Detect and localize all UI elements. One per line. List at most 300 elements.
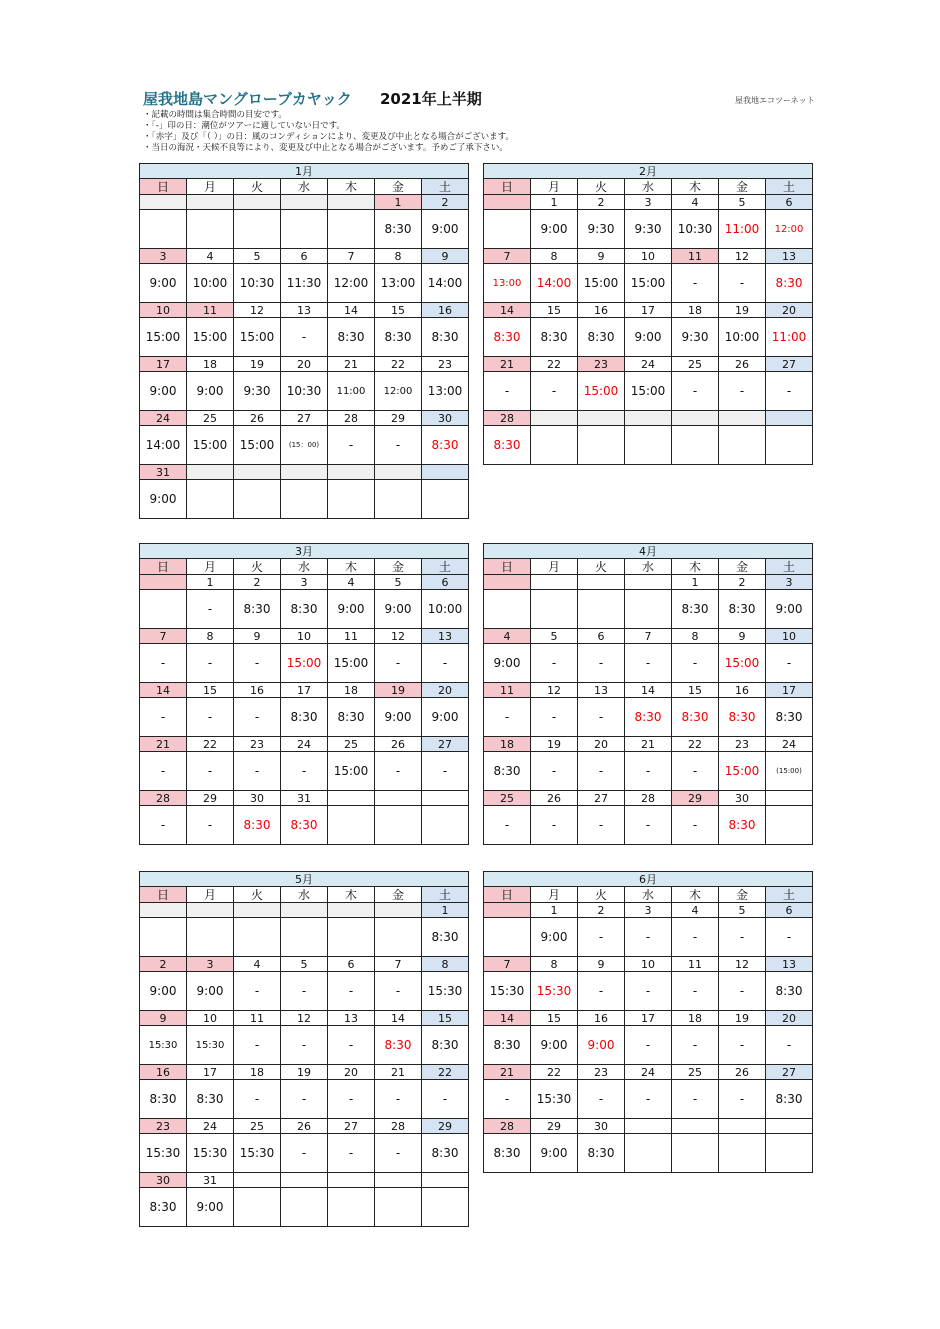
tour-time: 8:30 (422, 1134, 469, 1173)
tour-time (281, 918, 328, 957)
tour-time: - (625, 1080, 672, 1119)
day-number: 23 (234, 737, 281, 752)
day-number: 9 (140, 1011, 187, 1026)
day-number: 25 (234, 1119, 281, 1134)
month-title: 2月 (484, 164, 813, 179)
tour-time (422, 1188, 469, 1227)
day-number: 9 (234, 629, 281, 644)
tour-time (625, 1134, 672, 1173)
calendar-march (139, 543, 469, 845)
day-number (531, 411, 578, 426)
day-number: 27 (281, 411, 328, 426)
weekday-header: 水 (281, 887, 328, 903)
tour-time: (15:00) (766, 752, 813, 791)
day-number: 9 (719, 629, 766, 644)
tour-time: - (672, 644, 719, 683)
calendar-january (139, 163, 469, 519)
day-number: 6 (766, 195, 813, 210)
tour-time: - (531, 752, 578, 791)
tour-time: 9:00 (375, 698, 422, 737)
day-number: 10 (625, 957, 672, 972)
day-number: 16 (422, 303, 469, 318)
tour-time: 8:30 (422, 918, 469, 957)
day-number: 3 (625, 195, 672, 210)
tour-time: - (625, 806, 672, 845)
tour-time (531, 426, 578, 465)
day-number: 24 (140, 411, 187, 426)
day-number (234, 1173, 281, 1188)
day-number (328, 1173, 375, 1188)
tour-time: - (531, 644, 578, 683)
day-number: 28 (625, 791, 672, 806)
day-number: 27 (766, 357, 813, 372)
day-number: 8 (187, 629, 234, 644)
day-number: 15 (531, 303, 578, 318)
tour-time: 8:30 (234, 590, 281, 629)
tour-time (187, 918, 234, 957)
weekday-header: 木 (328, 559, 375, 575)
tour-time (531, 590, 578, 629)
tour-time: - (234, 752, 281, 791)
day-number: 11 (328, 629, 375, 644)
note-2: ・「-」印の日：潮位がツアーに適していない日です。 (143, 121, 345, 131)
tour-time (375, 1188, 422, 1227)
day-number: 9 (578, 249, 625, 264)
day-number (766, 791, 813, 806)
tour-time: - (187, 590, 234, 629)
day-number: 26 (719, 357, 766, 372)
tour-time: - (281, 318, 328, 357)
day-number: 6 (281, 249, 328, 264)
day-number (578, 411, 625, 426)
tour-time: - (672, 372, 719, 411)
day-number (719, 1119, 766, 1134)
tour-time: - (672, 1080, 719, 1119)
tour-time: 8:30 (281, 806, 328, 845)
day-number (328, 903, 375, 918)
tour-time: 9:00 (531, 1134, 578, 1173)
note-3: ・「赤字」及び「（ ）」の日：風のコンディションにより、変更及び中止となる場合がございます。 (143, 132, 514, 142)
tour-time: 10:00 (719, 318, 766, 357)
tour-time (625, 590, 672, 629)
tour-time: - (625, 918, 672, 957)
weekday-header: 日 (140, 179, 187, 195)
weekday-header: 水 (625, 887, 672, 903)
day-number: 1 (672, 575, 719, 590)
day-number: 8 (531, 957, 578, 972)
tour-time: - (375, 426, 422, 465)
day-number: 2 (234, 575, 281, 590)
tour-time (140, 590, 187, 629)
day-number (328, 195, 375, 210)
tour-time: - (719, 1026, 766, 1065)
day-number: 19 (375, 683, 422, 698)
day-number: 13 (422, 629, 469, 644)
weekday-header: 水 (625, 179, 672, 195)
tour-time (234, 480, 281, 519)
day-number: 4 (484, 629, 531, 644)
tour-time: - (375, 752, 422, 791)
tour-time: 15:00 (328, 644, 375, 683)
tour-time: - (328, 1080, 375, 1119)
day-number: 2 (578, 903, 625, 918)
day-number: 1 (422, 903, 469, 918)
tour-time (484, 918, 531, 957)
weekday-header: 土 (766, 887, 813, 903)
tour-time: - (719, 1080, 766, 1119)
day-number: 31 (140, 465, 187, 480)
day-number (484, 575, 531, 590)
weekday-header: 月 (531, 559, 578, 575)
tour-time: - (766, 918, 813, 957)
day-number: 22 (531, 357, 578, 372)
note-1: ・記載の時間は集合時間の目安です。 (143, 110, 287, 120)
tour-time: 9:30 (625, 210, 672, 249)
tour-time: 8:30 (766, 698, 813, 737)
day-number: 6 (422, 575, 469, 590)
tour-time: 15:00 (234, 426, 281, 465)
tour-time: 9:30 (672, 318, 719, 357)
day-number: 2 (422, 195, 469, 210)
day-number: 16 (578, 303, 625, 318)
day-number: 6 (578, 629, 625, 644)
tour-time (375, 480, 422, 519)
day-number: 13 (766, 957, 813, 972)
weekday-header: 火 (578, 559, 625, 575)
tour-time: 9:00 (422, 698, 469, 737)
day-number (531, 575, 578, 590)
day-number: 25 (484, 791, 531, 806)
tour-time: - (281, 972, 328, 1011)
day-number: 4 (672, 903, 719, 918)
day-number (375, 903, 422, 918)
tour-time: - (625, 752, 672, 791)
tour-time: 13:00 (375, 264, 422, 303)
day-number: 7 (375, 957, 422, 972)
day-number: 16 (140, 1065, 187, 1080)
tour-time: 8:30 (625, 698, 672, 737)
day-number: 27 (578, 791, 625, 806)
day-number (422, 1173, 469, 1188)
month-title: 1月 (140, 164, 469, 179)
day-number: 19 (719, 1011, 766, 1026)
tour-time: 11:30 (281, 264, 328, 303)
day-number: 29 (531, 1119, 578, 1134)
tour-time: 8:30 (719, 698, 766, 737)
tour-time (422, 806, 469, 845)
day-number: 28 (328, 411, 375, 426)
tour-time: - (484, 698, 531, 737)
day-number: 22 (187, 737, 234, 752)
tour-time: 9:00 (625, 318, 672, 357)
tour-time: - (672, 918, 719, 957)
weekday-header: 火 (234, 559, 281, 575)
day-number: 31 (187, 1173, 234, 1188)
day-number: 7 (484, 249, 531, 264)
tour-time (140, 210, 187, 249)
tour-time: 15:00 (187, 426, 234, 465)
calendar-may (139, 871, 469, 1227)
weekday-header: 金 (375, 887, 422, 903)
weekday-header: 土 (766, 179, 813, 195)
calendar-june (483, 871, 813, 1173)
day-number: 30 (140, 1173, 187, 1188)
day-number: 26 (281, 1119, 328, 1134)
weekday-header: 木 (672, 559, 719, 575)
day-number: 30 (719, 791, 766, 806)
tour-time: - (484, 372, 531, 411)
tour-time: 9:00 (578, 1026, 625, 1065)
tour-time (375, 806, 422, 845)
day-number: 25 (187, 411, 234, 426)
tour-time: - (140, 644, 187, 683)
tour-time (328, 918, 375, 957)
day-number: 22 (672, 737, 719, 752)
day-number: 2 (719, 575, 766, 590)
tour-time: - (578, 644, 625, 683)
day-number: 18 (187, 357, 234, 372)
day-number: 22 (422, 1065, 469, 1080)
tour-time (328, 210, 375, 249)
day-number: 14 (484, 303, 531, 318)
day-number: 27 (328, 1119, 375, 1134)
day-number: 22 (375, 357, 422, 372)
tour-time: - (766, 1026, 813, 1065)
tour-time: 8:30 (766, 264, 813, 303)
tour-time (187, 210, 234, 249)
day-number: 28 (375, 1119, 422, 1134)
day-number: 8 (422, 957, 469, 972)
day-number: 20 (766, 303, 813, 318)
tour-time: 9:30 (578, 210, 625, 249)
day-number: 27 (422, 737, 469, 752)
day-number: 30 (578, 1119, 625, 1134)
tour-time: - (719, 918, 766, 957)
tour-time: - (328, 972, 375, 1011)
day-number: 14 (140, 683, 187, 698)
day-number: 26 (531, 791, 578, 806)
day-number: 13 (578, 683, 625, 698)
weekday-header: 金 (375, 179, 422, 195)
tour-time: 9:00 (531, 918, 578, 957)
tour-time: 8:30 (328, 318, 375, 357)
tour-time: - (422, 752, 469, 791)
weekday-header: 土 (422, 179, 469, 195)
tour-time: 9:30 (234, 372, 281, 411)
tour-time: - (187, 644, 234, 683)
day-number (187, 465, 234, 480)
day-number: 5 (719, 195, 766, 210)
tour-time (766, 426, 813, 465)
tour-time: - (672, 806, 719, 845)
tour-time: - (140, 806, 187, 845)
day-number: 12 (531, 683, 578, 698)
day-number (281, 1173, 328, 1188)
day-number: 24 (625, 1065, 672, 1080)
day-number: 30 (422, 411, 469, 426)
day-number: 7 (484, 957, 531, 972)
day-number: 4 (187, 249, 234, 264)
tour-time: 9:00 (140, 972, 187, 1011)
tour-time (375, 918, 422, 957)
tour-time: - (328, 426, 375, 465)
day-number: 19 (281, 1065, 328, 1080)
tour-time: 8:30 (375, 210, 422, 249)
day-number: 20 (766, 1011, 813, 1026)
tour-time: 15:30 (187, 1134, 234, 1173)
tour-time: 9:00 (328, 590, 375, 629)
day-number: 31 (281, 791, 328, 806)
tour-time: - (625, 972, 672, 1011)
day-number: 3 (187, 957, 234, 972)
tour-time: - (187, 752, 234, 791)
tour-time: - (375, 1134, 422, 1173)
tour-time (328, 480, 375, 519)
day-number (375, 1173, 422, 1188)
tour-time: - (140, 698, 187, 737)
day-number: 12 (375, 629, 422, 644)
tour-time: - (578, 972, 625, 1011)
day-number: 12 (719, 957, 766, 972)
weekday-header: 日 (484, 559, 531, 575)
tour-time (328, 1188, 375, 1227)
weekday-header: 月 (187, 887, 234, 903)
tour-time: - (375, 972, 422, 1011)
tour-time (281, 480, 328, 519)
tour-time: - (234, 698, 281, 737)
day-number: 10 (281, 629, 328, 644)
tour-time: - (484, 806, 531, 845)
weekday-header: 水 (281, 559, 328, 575)
tour-time (625, 426, 672, 465)
tour-time: 8:30 (422, 426, 469, 465)
weekday-header: 月 (531, 887, 578, 903)
tour-time: 10:00 (422, 590, 469, 629)
tour-time: 8:30 (484, 1026, 531, 1065)
day-number: 29 (375, 411, 422, 426)
day-number (187, 195, 234, 210)
day-number (672, 411, 719, 426)
tour-time: - (672, 752, 719, 791)
tour-time: - (578, 918, 625, 957)
day-number: 2 (140, 957, 187, 972)
day-number: 1 (531, 195, 578, 210)
tour-time: - (140, 752, 187, 791)
day-number: 13 (328, 1011, 375, 1026)
day-number: 6 (766, 903, 813, 918)
tour-time (766, 806, 813, 845)
tour-time: - (672, 972, 719, 1011)
tour-time: 15:30 (140, 1134, 187, 1173)
day-number: 11 (672, 957, 719, 972)
day-number: 10 (625, 249, 672, 264)
day-number: 26 (719, 1065, 766, 1080)
day-number (328, 791, 375, 806)
day-number: 19 (234, 357, 281, 372)
day-number: 30 (234, 791, 281, 806)
tour-time: 9:00 (187, 972, 234, 1011)
tour-time: - (234, 1026, 281, 1065)
day-number: 23 (578, 357, 625, 372)
tour-time: 10:30 (234, 264, 281, 303)
tour-time: 8:30 (422, 1026, 469, 1065)
weekday-header: 木 (672, 179, 719, 195)
tour-time: - (719, 372, 766, 411)
day-number: 26 (375, 737, 422, 752)
tour-time: 9:00 (140, 480, 187, 519)
day-number: 16 (234, 683, 281, 698)
day-number (140, 195, 187, 210)
day-number: 21 (375, 1065, 422, 1080)
weekday-header: 金 (719, 179, 766, 195)
day-number: 18 (234, 1065, 281, 1080)
tour-time: - (234, 644, 281, 683)
day-number (281, 195, 328, 210)
day-number: 17 (625, 1011, 672, 1026)
day-number: 13 (766, 249, 813, 264)
day-number (484, 903, 531, 918)
day-number: 3 (140, 249, 187, 264)
tour-time: 8:30 (187, 1080, 234, 1119)
tour-time (422, 480, 469, 519)
day-number: 21 (625, 737, 672, 752)
day-number (328, 465, 375, 480)
tour-time: - (531, 372, 578, 411)
day-number: 28 (140, 791, 187, 806)
day-number: 1 (375, 195, 422, 210)
tour-time: (15：00) (281, 426, 328, 465)
day-number: 20 (422, 683, 469, 698)
day-number (281, 903, 328, 918)
day-number: 12 (281, 1011, 328, 1026)
tour-time: 13:00 (422, 372, 469, 411)
tour-time: 15:30 (531, 972, 578, 1011)
day-number: 25 (328, 737, 375, 752)
tour-time: 8:30 (484, 318, 531, 357)
day-number: 16 (578, 1011, 625, 1026)
tour-time: 8:30 (531, 318, 578, 357)
tour-time: 8:30 (766, 972, 813, 1011)
tour-time: 15:30 (234, 1134, 281, 1173)
notes (143, 110, 514, 154)
tour-time: 8:30 (375, 318, 422, 357)
day-number: 4 (234, 957, 281, 972)
tour-time (719, 426, 766, 465)
tour-time: 8:30 (672, 698, 719, 737)
tour-time (766, 1134, 813, 1173)
day-number: 20 (578, 737, 625, 752)
day-number: 8 (672, 629, 719, 644)
tour-time: 8:30 (484, 1134, 531, 1173)
tour-time: 15:30 (187, 1026, 234, 1065)
day-number: 15 (422, 1011, 469, 1026)
tour-time: 9:00 (187, 1188, 234, 1227)
day-number: 14 (625, 683, 672, 698)
day-number: 7 (625, 629, 672, 644)
weekday-header: 火 (234, 179, 281, 195)
page-title: 屋我地島マングローブカヤック (143, 90, 352, 108)
weekday-header: 水 (625, 559, 672, 575)
day-number: 11 (187, 303, 234, 318)
tour-time: 11:00 (328, 372, 375, 411)
tour-time (140, 918, 187, 957)
tour-time: - (328, 1134, 375, 1173)
tour-time (187, 480, 234, 519)
tour-time: 15:30 (140, 1026, 187, 1065)
tour-time: 14:00 (140, 426, 187, 465)
weekday-header: 木 (328, 179, 375, 195)
tour-time: - (234, 1080, 281, 1119)
